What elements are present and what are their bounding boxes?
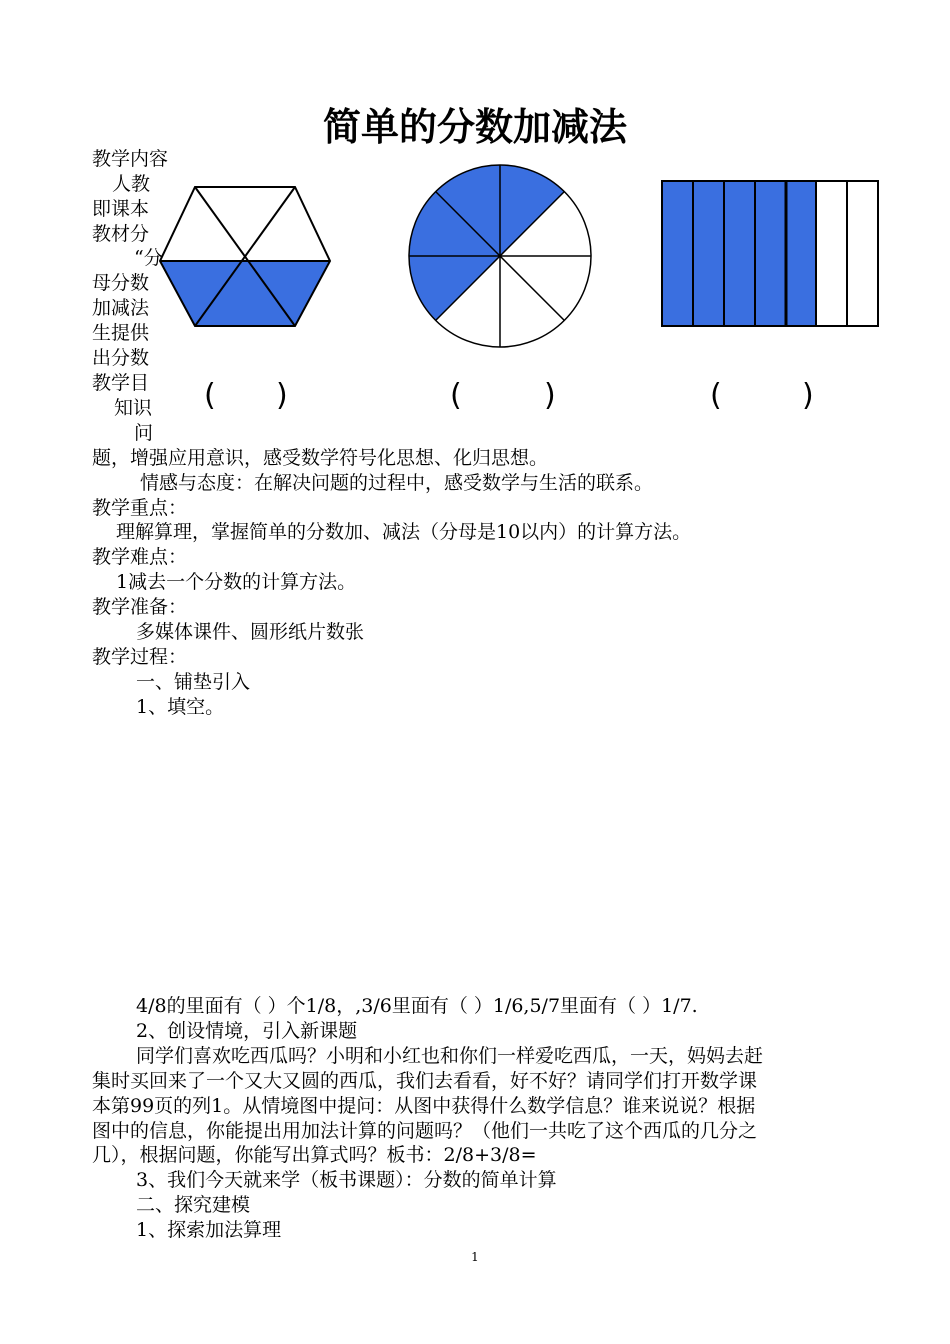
answer-blank-close: ) — [802, 378, 814, 413]
partial-text: 问 — [134, 422, 154, 444]
body-line: 多媒体课件、圆形纸片数张 — [136, 621, 365, 643]
body-line: 1减去一个分数的计算方法。 — [116, 571, 357, 593]
section-heading: 教学难点： — [92, 546, 188, 568]
partial-text: “分 — [134, 247, 163, 269]
body-line: 图中的信息，你能提出用加法计算的问题吗？（他们一共吃了这个西瓜的几分之 — [92, 1120, 758, 1142]
answer-blank-close: ) — [544, 378, 556, 413]
partial-text: 教材分 — [92, 223, 150, 245]
body-line: 情感与态度：在解决问题的过程中，感受数学与生活的联系。 — [140, 472, 654, 494]
partial-text: 母分数 — [92, 272, 150, 294]
hexagon-figure — [160, 187, 330, 326]
section-heading: 教学准备： — [92, 596, 188, 618]
body-line: 一、铺垫引入 — [136, 671, 251, 693]
body-line: 集时买回来了一个又大又圆的西瓜，我们去看看，好不好？请同学们打开数学课 — [92, 1070, 758, 1092]
partial-text: 加减法 — [92, 297, 150, 319]
partial-text: 人教 — [112, 173, 151, 195]
body-line: 4/8的里面有（ ）个1/8，,3/6里面有（ ）1/6,5/7里面有（ ）1/7. — [136, 995, 698, 1017]
answer-blank-open: ( — [204, 378, 216, 413]
section-heading: 教学过程： — [92, 646, 188, 668]
partial-text: 出分数 — [92, 347, 150, 369]
partial-text: 教学目 — [92, 372, 150, 394]
body-line: 3、我们今天就来学（板书课题）：分数的简单计算 — [136, 1169, 557, 1191]
partial-text: 即课本 — [92, 198, 150, 220]
rectangle-figure — [662, 181, 878, 326]
body-line: 题，增强应用意识，感受数学符号化思想、化归思想。 — [92, 447, 549, 469]
body-line: 本第99页的列1。从情境图中提问：从图中获得什么数学信息？谁来说说？根据 — [92, 1095, 756, 1117]
partial-text: 生提供 — [92, 322, 150, 344]
answer-blank-open: ( — [710, 378, 722, 413]
circle-figure — [409, 165, 591, 347]
page-number: 1 — [471, 1250, 479, 1264]
section-heading: 教学重点： — [92, 497, 188, 519]
body-line: 同学们喜欢吃西瓜吗？小明和小红也和你们一样爱吃西瓜，一天，妈妈去赶 — [136, 1045, 764, 1067]
body-line: 理解算理，掌握简单的分数加、减法（分母是10以内）的计算方法。 — [116, 521, 692, 543]
partial-text: 教学内容 — [92, 148, 169, 170]
body-line: 1、填空。 — [136, 696, 225, 718]
page-title: 简单的分数加减法 — [322, 105, 627, 149]
answer-blank-open: ( — [450, 378, 462, 413]
body-line: 二、探究建模 — [136, 1194, 251, 1216]
body-line: 2、创设情境，引入新课题 — [136, 1020, 358, 1042]
fraction-figures — [0, 0, 950, 440]
hexagon-shaded-half — [160, 261, 330, 326]
body-line: 几），根据问题，你能写出算式吗？板书：2/8+3/8= — [92, 1144, 537, 1166]
answer-blank-close: ) — [276, 378, 288, 413]
body-line: 1、探索加法算理 — [136, 1219, 282, 1241]
partial-text: 知识 — [114, 397, 153, 419]
